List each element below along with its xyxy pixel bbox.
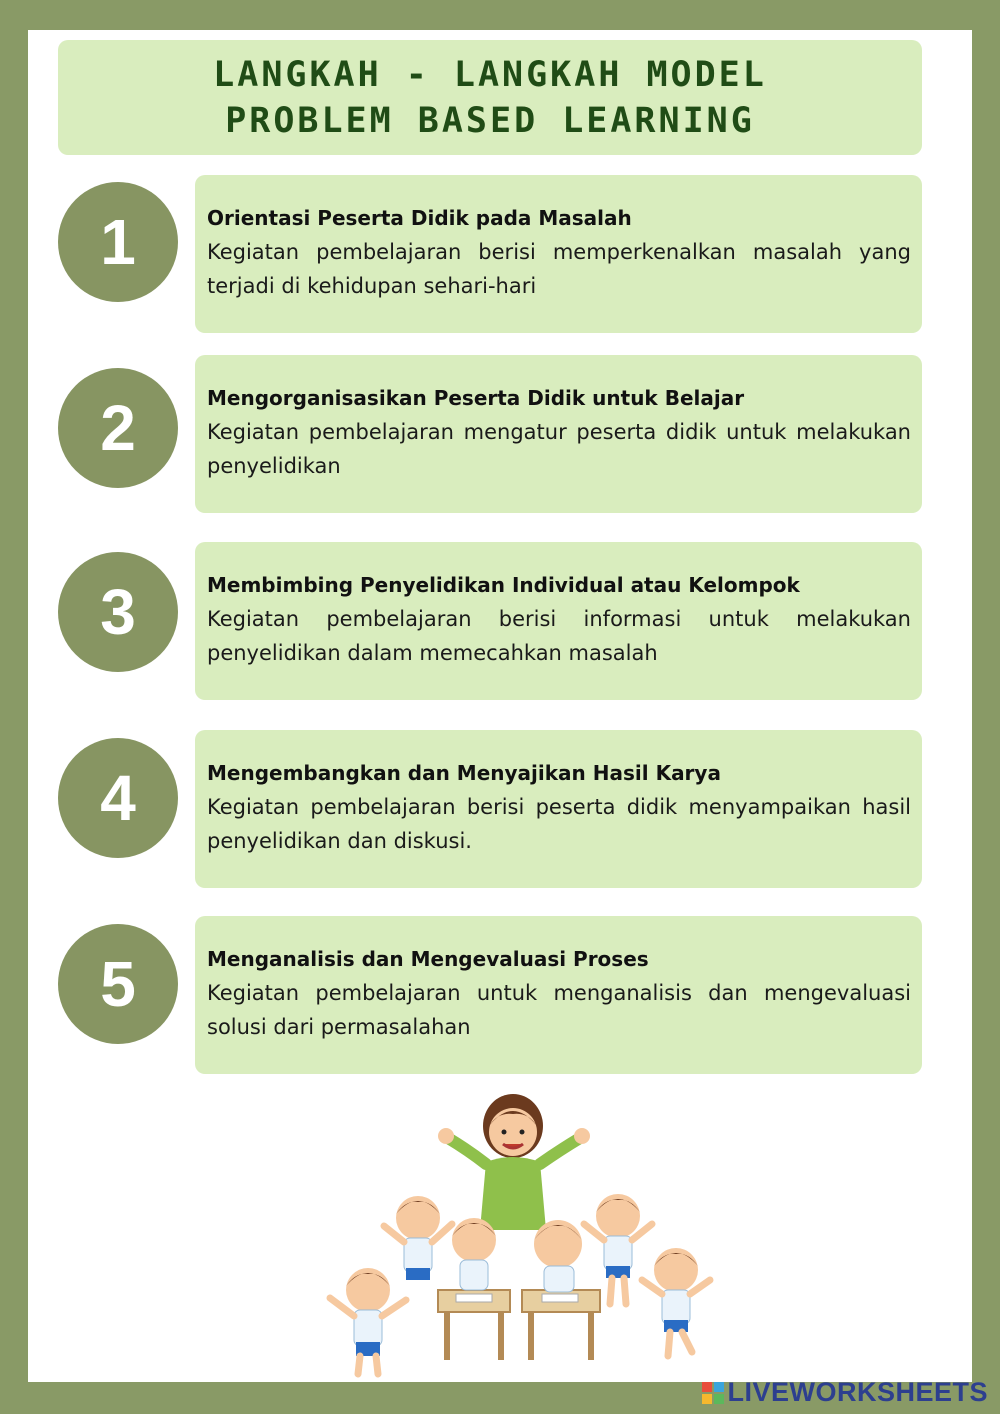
step-4-number-circle: 4 bbox=[58, 738, 178, 858]
title-line-1: LANGKAH - LANGKAH MODEL bbox=[213, 54, 767, 95]
teacher-figure bbox=[438, 1094, 590, 1230]
step-1-description: Kegiatan pembelajaran berisi memperkenalkan masalah yang terjadi di kehidupan sehari-hari bbox=[207, 240, 911, 298]
step-3-description: Kegiatan pembelajaran berisi informasi untuk melakukan penyelidikan dalam memecahkan masalah bbox=[207, 607, 911, 665]
teacher-and-students-illustration bbox=[288, 1090, 718, 1380]
step-5-title: Menganalisis dan Mengevaluasi Proses bbox=[207, 947, 649, 971]
step-1-card bbox=[195, 175, 922, 333]
title-line-2: PROBLEM BASED LEARNING bbox=[225, 100, 755, 141]
step-4-title: Mengembangkan dan Menyajikan Hasil Karya bbox=[207, 761, 721, 785]
step-1-number-circle: 1 bbox=[58, 182, 178, 302]
title-banner bbox=[58, 40, 922, 155]
liveworksheets-watermark[interactable] bbox=[702, 1377, 988, 1408]
step-2-number-circle: 2 bbox=[58, 368, 178, 488]
step-3-title: Membimbing Penyelidikan Individual atau Kelompok bbox=[207, 573, 800, 597]
step-3-number-circle: 3 bbox=[58, 552, 178, 672]
step-4-description: Kegiatan pembelajaran berisi peserta didik menyampaikan hasil penyelidikan dan diskusi. bbox=[207, 795, 911, 853]
step-5-card bbox=[195, 916, 922, 1074]
step-4-card bbox=[195, 730, 922, 888]
step-2-description: Kegiatan pembelajaran mengatur peserta didik untuk melakukan penyelidikan bbox=[207, 420, 911, 478]
step-2-card bbox=[195, 355, 922, 513]
step-3-card bbox=[195, 542, 922, 700]
liveworksheets-logo-icon bbox=[702, 1382, 724, 1404]
desks bbox=[438, 1290, 600, 1360]
worksheet-page bbox=[28, 30, 972, 1382]
step-5-number-circle: 5 bbox=[58, 924, 178, 1044]
step-2-title: Mengorganisasikan Peserta Didik untuk Belajar bbox=[207, 386, 745, 410]
step-5-description: Kegiatan pembelajaran untuk menganalisis dan mengevaluasi solusi dari permasalahan bbox=[207, 981, 911, 1039]
watermark-text: LIVEWORKSHEETS bbox=[727, 1377, 988, 1407]
step-1-title: Orientasi Peserta Didik pada Masalah bbox=[207, 206, 632, 230]
